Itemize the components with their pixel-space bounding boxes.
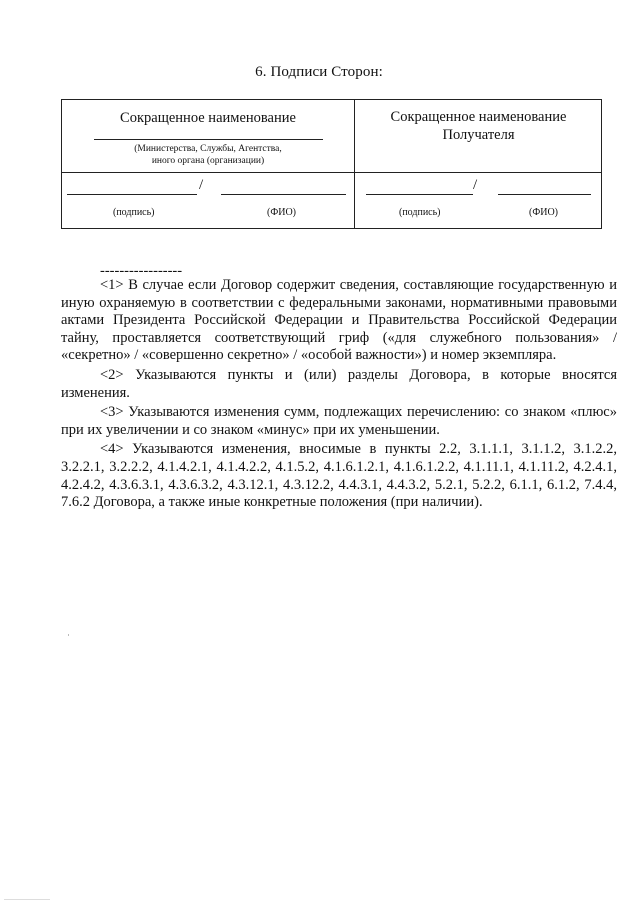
section-title: 6. Подписи Сторон:	[255, 64, 383, 80]
footnote-3: <3> Указываются изменения сумм, подлежащих перечислению: со знаком «плюс» при их увеличении и со знаком «минус» при их уменьшении.	[61, 404, 617, 438]
left-signature-caption: (подпись)	[113, 207, 155, 218]
left-name-line	[221, 194, 346, 195]
left-party-note	[62, 143, 354, 167]
right-name-caption: (ФИО)	[529, 207, 559, 218]
right-party-heading-line2: Получателя	[442, 127, 515, 143]
footnote-2: <2> Указываются пункты и (или) разделы Договора, в которые вносятся изменения.	[61, 366, 617, 401]
left-party-heading: Сокращенное наименование	[120, 110, 296, 126]
right-signature-line	[366, 194, 473, 195]
left-party-note-line1: (Министерства, Службы, Агентства,	[134, 144, 282, 154]
table-horizontal-divider	[62, 172, 601, 173]
scan-speck	[4, 899, 50, 900]
left-party-name-line	[94, 139, 323, 140]
right-signature-caption: (подпись)	[399, 207, 441, 218]
left-party-note-line2: иного органа (организации)	[151, 156, 265, 166]
left-name-caption: (ФИО)	[267, 207, 297, 218]
left-signature-line	[67, 194, 197, 195]
footnotes	[61, 265, 617, 514]
right-slash: /	[473, 177, 478, 193]
footnote-4: <4> Указываются изменения, вносимые в пункты 2.2, 3.1.1.1, 3.1.1.2, 3.1.2.2, 3.2.2.1, 3.2.2.2, 4.1.4.2.1, 4.1.4.2.2, 4.1.5.2, 4.1.6.1.2.1, 4.1.6.1.2.2, 4.1.11.1, 4.1.11.2, 4.2.4.1, 4.2.4.2, 4.3.6.3.1, 4.3.6.3.2, 4.3.12.1, 4.3.12.2, 4.4.3.1, 4.4.3.2, 5.2.1, 5.2.2, 6.1.1, 6.1.2, 7.4.4, 7.6.2 Договора, а также иные конкретные положения (при наличии).	[61, 441, 617, 511]
right-name-line	[498, 194, 591, 195]
right-party-heading-line1: Сокращенное наименование	[390, 109, 567, 125]
signatures-table	[61, 99, 602, 229]
footnote-1: <1> В случае если Договор содержит сведения, составляющие государственную и иную охраняемую в соответствии с федеральными законами, нормативными правовыми актами Президента Российской Федерации и Правительства Российской Федерации тайну, проставляется соответствующий гриф («для служебного пользования» / «секретно» / «совершенно секретно» / «особой важности») и номер экземпляра.	[61, 277, 617, 364]
scan-speck	[68, 634, 69, 636]
right-party-heading	[354, 108, 603, 144]
left-slash: /	[199, 177, 204, 193]
footnote-separator: -----------------	[100, 263, 183, 279]
